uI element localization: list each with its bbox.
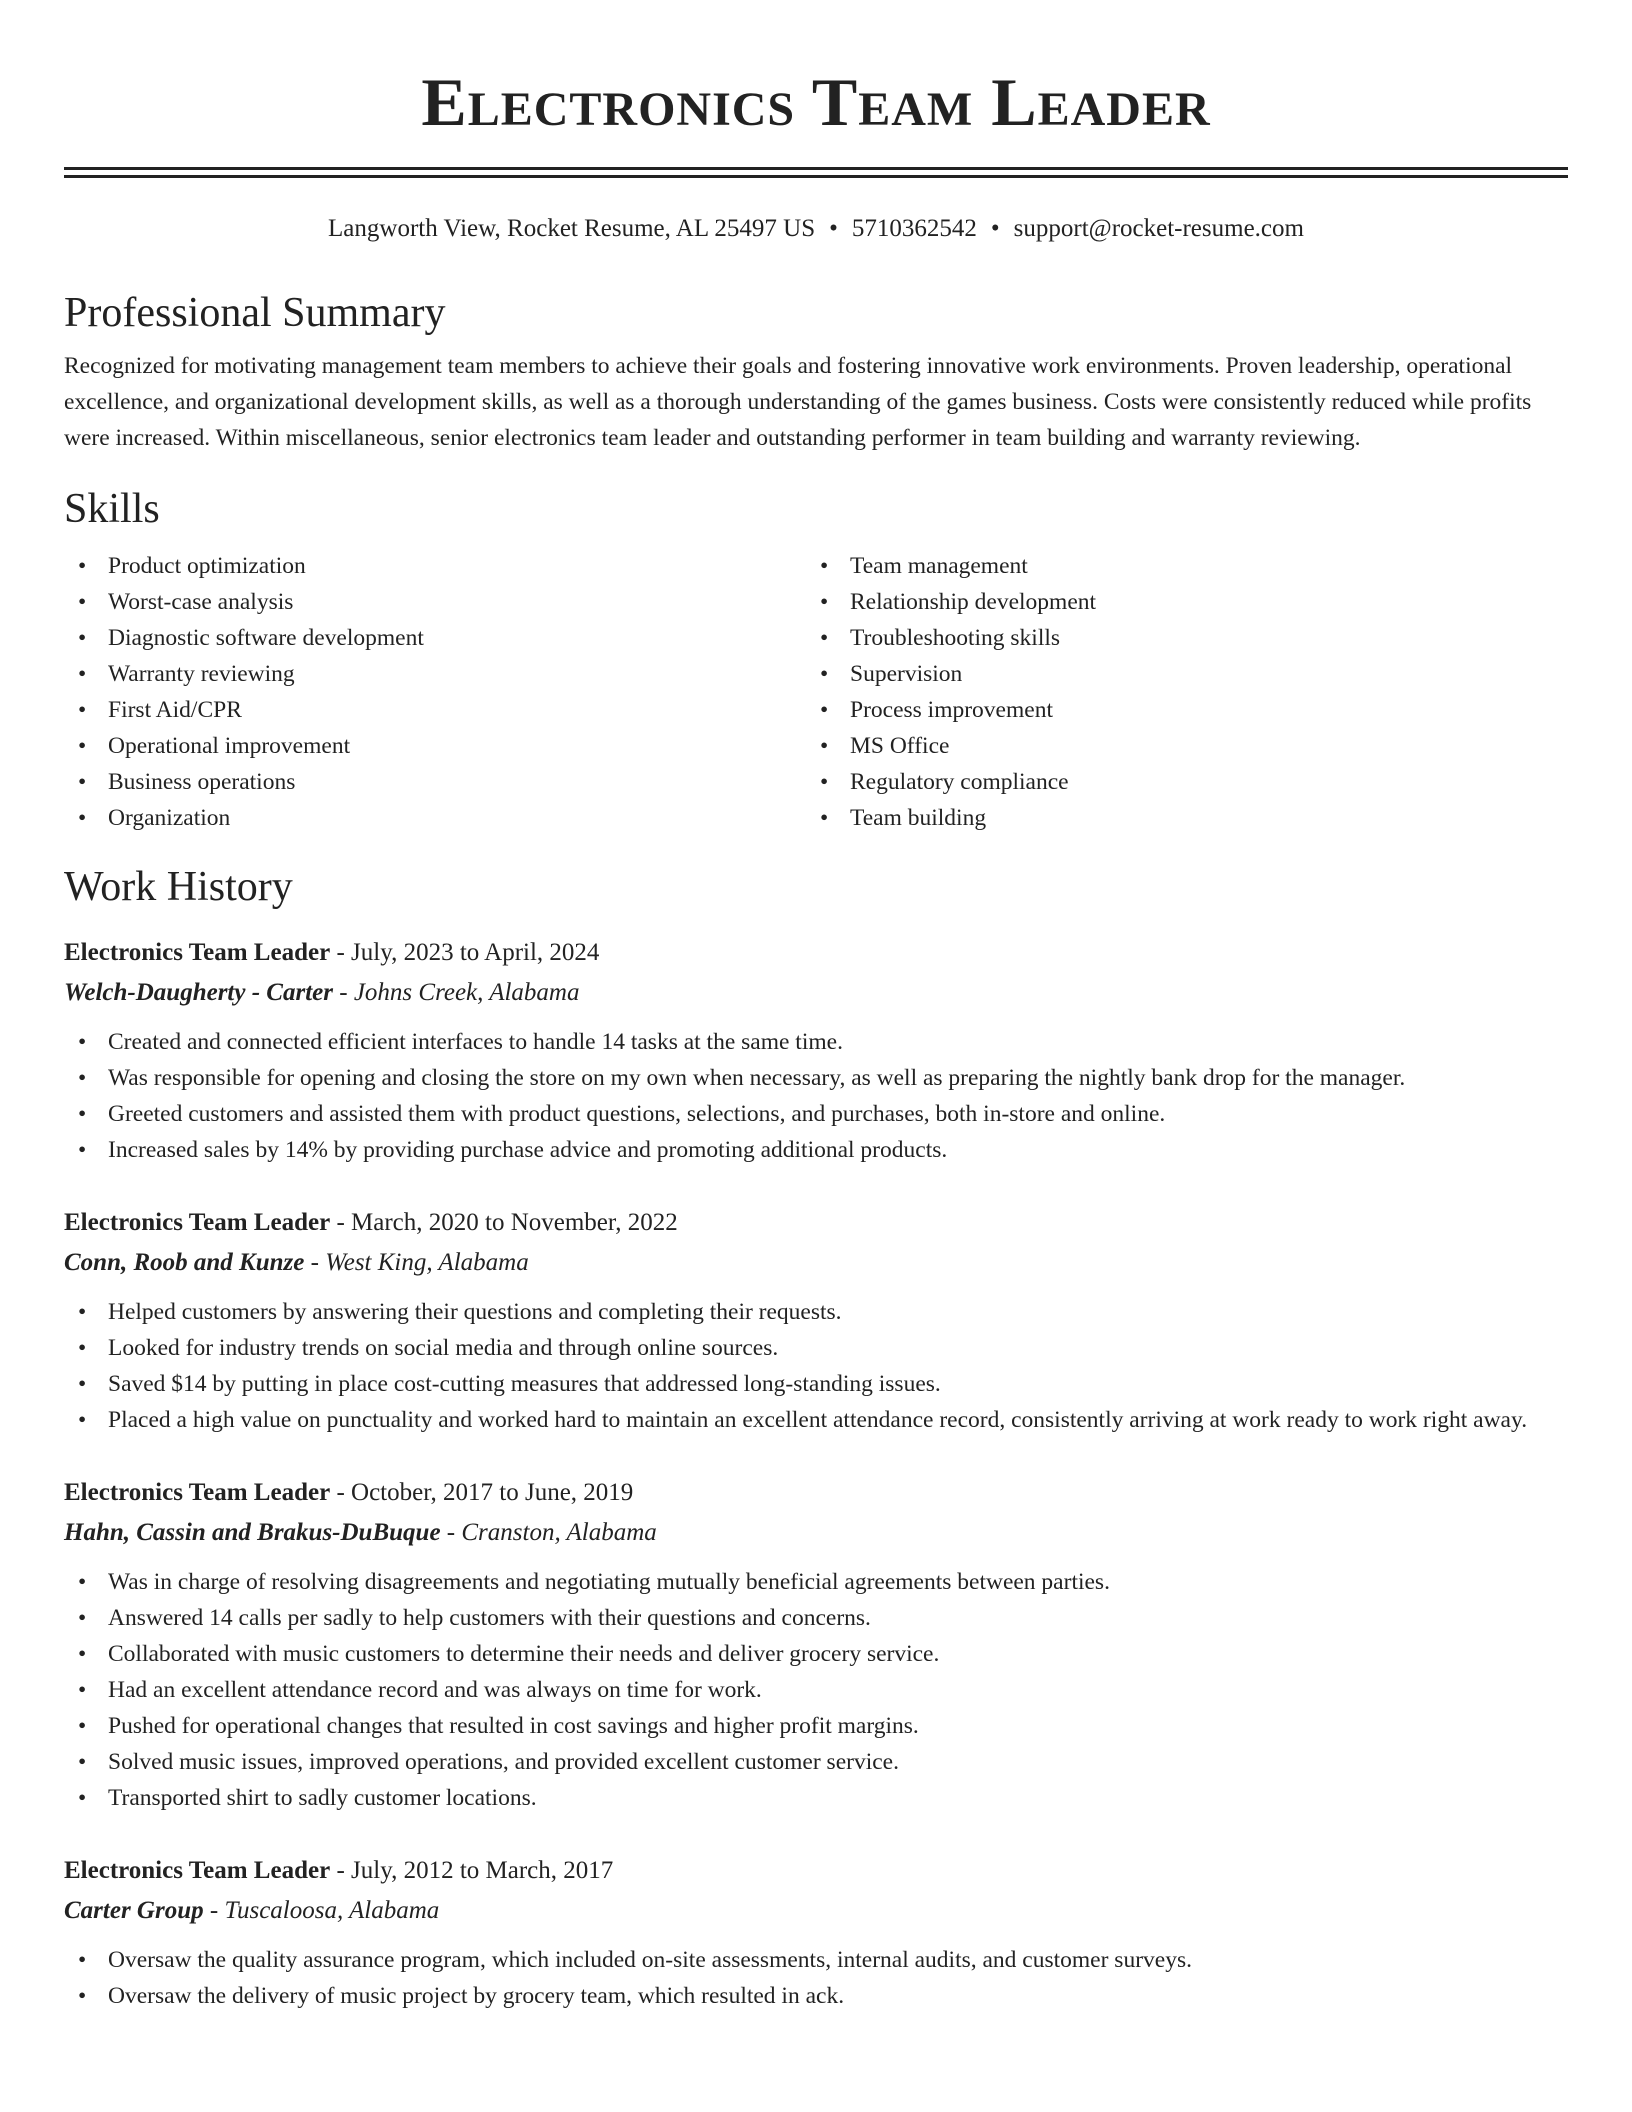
contact-email[interactable]: support@rocket-resume.com [1013,215,1304,242]
job-bullet: • Oversaw the delivery of music project by grocery team, which resulted in ack. [64,1978,1568,2014]
skill-item: • Regulatory compliance [806,764,1548,800]
job-entry [64,936,1568,1168]
job-bullets [64,1564,1568,1816]
job-bullet: • Collaborated with music customers to determine their needs and deliver grocery service. [64,1636,1568,1672]
job-bullet: • Greeted customers and assisted them with product questions, selections, and purchases, both in-store and online. [64,1096,1568,1132]
job-bullet: • Increased sales by 14% by providing purchase advice and promoting additional products. [64,1132,1568,1168]
skill-item: • Team management [806,548,1548,584]
job-bullet: • Saved $14 by putting in place cost-cutting measures that addressed long-standing issues. [64,1366,1568,1402]
skill-item: • Operational improvement [64,728,806,764]
contact-address: Langworth View, Rocket Resume, AL 25497 US [328,215,816,242]
job-bullet: • Transported shirt to sadly customer locations. [64,1780,1568,1816]
skill-item: • Process improvement [806,692,1548,728]
job-company-line: Hahn, Cassin and Brakus-DuBuque - Cranston, Alabama [64,1519,657,1546]
job-bullet: • Oversaw the quality assurance program, which included on-site assessments, internal audits, and customer surveys. [64,1942,1568,1978]
job-location: Cranston, Alabama [461,1519,657,1546]
job-bullet: • Created and connected efficient interfaces to handle 14 tasks at the same time. [64,1024,1568,1060]
skill-item: • Relationship development [806,584,1548,620]
job-company: Welch-Daugherty - Carter [64,979,333,1006]
skills-list-left [64,548,806,836]
work-history-list [64,936,1568,2014]
skills-columns [64,548,1568,836]
header-rule-top [64,167,1568,170]
skill-item: • Warranty reviewing [64,656,806,692]
contact-separator: • [829,215,838,242]
job-role: Electronics Team Leader [64,1209,331,1236]
contact-line [64,214,1568,244]
skill-item: • First Aid/CPR [64,692,806,728]
resume-name: Electronics Team Leader [421,64,1211,140]
job-entry [64,1206,1568,1438]
job-bullet: • Was responsible for opening and closing the store on my own when necessary, as well as preparing the nightly bank drop for the manager. [64,1060,1568,1096]
skill-item: • Supervision [806,656,1548,692]
summary-text: Recognized for motivating management team members to achieve their goals and fostering innovative work environments. Proven leadership, operational excellence, and organizational development skills, as well as a thorough understanding of the games business. Costs were consistently reduced while profits were increased. Within miscellaneous, senior electronics team leader and outstanding performer in team building and warranty reviewing. [64,353,1532,451]
job-location: Johns Creek, Alabama [353,979,580,1006]
job-bullet: • Pushed for operational changes that resulted in cost savings and higher profit margins. [64,1708,1568,1744]
job-dates: March, 2020 to November, 2022 [351,1209,678,1236]
contact-separator: • [990,215,1000,242]
job-company-line: Conn, Roob and Kunze - West King, Alabama [64,1249,529,1276]
skill-item: • Team building [806,800,1548,836]
skill-item: • Troubleshooting skills [806,620,1548,656]
job-bullet: • Solved music issues, improved operations, and provided excellent customer service. [64,1744,1568,1780]
job-bullet: • Had an excellent attendance record and was always on time for work. [64,1672,1568,1708]
skill-item: • Organization [64,800,806,836]
job-entry [64,1854,1568,2014]
skills-list-right [806,548,1548,836]
job-bullet: • Was in charge of resolving disagreements and negotiating mutually beneficial agreements between parties. [64,1564,1568,1600]
skill-item: • Worst-case analysis [64,584,806,620]
job-company: Hahn, Cassin and Brakus-DuBuque [64,1519,441,1546]
job-bullets [64,1024,1568,1168]
header-rule-bottom [64,175,1568,178]
job-dates: July, 2012 to March, 2017 [351,1857,614,1884]
job-bullets [64,1294,1568,1438]
job-role: Electronics Team Leader [64,1857,331,1884]
job-bullet: • Looked for industry trends on social media and through online sources. [64,1330,1568,1366]
job-title-line: Electronics Team Leader - July, 2023 to April, 2024 [64,939,600,966]
job-bullet: • Placed a high value on punctuality and worked hard to maintain an excellent attendance record, consistently arriving at work ready to work right away. [64,1402,1568,1438]
job-company-line: Welch-Daugherty - Carter - Johns Creek, Alabama [64,979,580,1006]
job-company: Carter Group [64,1897,204,1924]
job-title-line: Electronics Team Leader - October, 2017 to June, 2019 [64,1479,634,1506]
skills-heading: Skills [64,486,160,532]
skill-item: • MS Office [806,728,1548,764]
skill-item: • Business operations [64,764,806,800]
job-dates: July, 2023 to April, 2024 [351,939,600,966]
job-bullet: • Helped customers by answering their questions and completing their requests. [64,1294,1568,1330]
work-history-heading: Work History [64,864,293,910]
job-bullets [64,1942,1568,2014]
job-entry [64,1476,1568,1816]
job-location: West King, Alabama [325,1249,529,1276]
job-company-line: Carter Group - Tuscaloosa, Alabama [64,1897,440,1924]
job-location: Tuscaloosa, Alabama [224,1897,440,1924]
job-role: Electronics Team Leader [64,1479,331,1506]
job-company: Conn, Roob and Kunze [64,1249,305,1276]
contact-phone: 5710362542 [851,215,977,242]
job-title-line: Electronics Team Leader - July, 2012 to March, 2017 [64,1857,614,1884]
job-dates: October, 2017 to June, 2019 [351,1479,634,1506]
job-title-line: Electronics Team Leader - March, 2020 to November, 2022 [64,1209,678,1236]
job-role: Electronics Team Leader [64,939,331,966]
skill-item: • Diagnostic software development [64,620,806,656]
summary-heading: Professional Summary [64,290,446,336]
skill-item: • Product optimization [64,548,806,584]
job-bullet: • Answered 14 calls per sadly to help customers with their questions and concerns. [64,1600,1568,1636]
